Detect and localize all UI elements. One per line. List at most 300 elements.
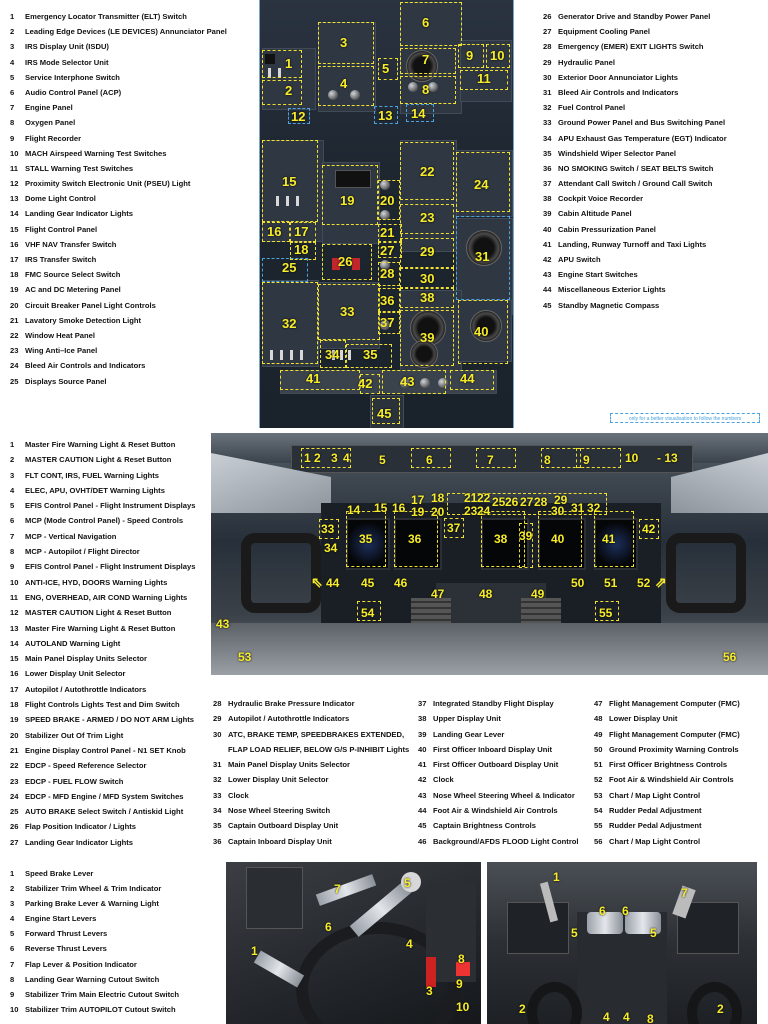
item-label: Engine Panel bbox=[25, 103, 73, 113]
legend-item bbox=[10, 452, 195, 467]
legend-item bbox=[10, 957, 179, 972]
item-number: 11 bbox=[10, 163, 19, 173]
legend-item bbox=[10, 728, 195, 743]
legend-item bbox=[213, 772, 409, 787]
item-label: Lower Display Unit bbox=[609, 714, 678, 724]
item-label: Clock bbox=[228, 790, 249, 800]
item-number: 38 bbox=[543, 194, 552, 204]
callout-30: 30 bbox=[420, 271, 435, 286]
item-label: STALL Warning Test Switches bbox=[25, 163, 134, 173]
callout-39: 39 bbox=[420, 330, 435, 345]
item-label: Hydraulic Panel bbox=[558, 57, 615, 67]
item-number: 37 bbox=[418, 699, 427, 708]
item-number: 37 bbox=[543, 179, 552, 189]
legend-item bbox=[213, 727, 409, 742]
item-number: 52 bbox=[594, 775, 603, 785]
legend-item bbox=[10, 743, 195, 758]
item-label: Ground Proximity Warning Controls bbox=[609, 744, 739, 754]
callout-21: 21 bbox=[380, 225, 395, 240]
item-label: Chart / Map Light Control bbox=[609, 790, 701, 800]
callout-7: 7 bbox=[422, 52, 430, 67]
item-number: 19 bbox=[10, 715, 19, 725]
legend-item bbox=[10, 819, 195, 834]
item-number: 1 bbox=[10, 440, 15, 449]
legend-item bbox=[543, 146, 727, 161]
item-number: 39 bbox=[418, 729, 427, 739]
callout-14: 14 bbox=[411, 106, 426, 121]
legend-item bbox=[10, 881, 179, 896]
item-label: Service Interphone Switch bbox=[25, 72, 120, 82]
legend-item bbox=[418, 742, 579, 757]
main-panel-legend-col2 bbox=[213, 696, 409, 849]
callout-38: 38 bbox=[420, 290, 435, 305]
item-label: Rudder Pedal Adjustment bbox=[609, 821, 702, 831]
legend-item bbox=[10, 712, 195, 727]
legend-item bbox=[10, 544, 195, 559]
item-label: Dome Light Control bbox=[25, 194, 96, 204]
item-number: 28 bbox=[213, 699, 222, 708]
item-label: Flight Control Panel bbox=[25, 224, 98, 234]
item-label: MCP - Vertical Navigation bbox=[25, 531, 117, 541]
item-number: 48 bbox=[594, 714, 603, 724]
legend-item bbox=[543, 161, 727, 176]
item-number bbox=[213, 742, 228, 757]
item-label: ELEC, APU, OVHT/DET Warning Lights bbox=[25, 485, 165, 495]
legend-item bbox=[418, 818, 579, 833]
item-number: 20 bbox=[10, 300, 19, 310]
legend-item bbox=[10, 529, 195, 544]
callout-40: 40 bbox=[474, 324, 489, 339]
item-number: 7 bbox=[10, 959, 15, 969]
main-panel-legend-col3 bbox=[418, 696, 579, 849]
item-number: 41 bbox=[543, 239, 552, 249]
item-label: EDCP - FUEL FLOW Switch bbox=[25, 776, 124, 786]
legend-item bbox=[10, 758, 195, 773]
item-number: 19 bbox=[10, 285, 19, 295]
legend-item bbox=[543, 9, 727, 24]
item-label: Flight Controls Lights Test and Dim Switch bbox=[25, 700, 180, 710]
legend-item bbox=[543, 39, 727, 54]
item-label: EFIS Control Panel - Flight Instrument Displays bbox=[25, 562, 196, 572]
item-label: Fuel Control Panel bbox=[558, 103, 626, 113]
item-number: 40 bbox=[543, 224, 552, 234]
legend-item bbox=[594, 711, 740, 726]
callout-44: 44 bbox=[460, 371, 475, 386]
legend-item bbox=[10, 498, 195, 513]
item-label: FMC Source Select Switch bbox=[25, 270, 121, 280]
legend-item bbox=[10, 298, 227, 313]
item-number: 46 bbox=[418, 836, 427, 846]
legend-item bbox=[10, 621, 195, 636]
legend-item bbox=[213, 757, 409, 772]
legend-item bbox=[10, 926, 179, 941]
item-number: 27 bbox=[543, 27, 552, 37]
item-number: 1 bbox=[10, 12, 15, 21]
legend-item bbox=[213, 834, 409, 849]
item-label: Stabilizer Trim Main Electric Cutout Switch bbox=[25, 989, 180, 999]
item-label: Standby Magnetic Compass bbox=[558, 300, 660, 310]
legend-item bbox=[543, 222, 727, 237]
item-number: 40 bbox=[418, 744, 427, 754]
legend-item bbox=[10, 804, 195, 819]
item-number: 2 bbox=[10, 884, 15, 894]
item-label: Parking Brake Lever & Warning Light bbox=[25, 899, 159, 909]
item-label: NO SMOKING Switch / SEAT BELTS Switch bbox=[558, 163, 714, 173]
item-label: Leading Edge Devices (LE DEVICES) Annunciator Panel bbox=[25, 27, 227, 37]
legend-item bbox=[10, 115, 227, 130]
item-label: Cabin Altitude Panel bbox=[558, 209, 632, 219]
item-label: Emergency (EMER) EXIT LIGHTS Switch bbox=[558, 42, 704, 52]
legend-item bbox=[213, 711, 409, 726]
item-label: EDCP - Speed Reference Selector bbox=[25, 761, 147, 771]
item-number: 3 bbox=[10, 42, 15, 52]
item-number: 5 bbox=[10, 929, 15, 939]
item-label: Chart / Map Light Control bbox=[609, 836, 701, 846]
legend-item bbox=[10, 437, 195, 452]
callout-19: 19 bbox=[340, 193, 355, 208]
legend-item bbox=[594, 727, 740, 742]
legend-item bbox=[543, 191, 727, 206]
item-label: Cockpit Voice Recorder bbox=[558, 194, 644, 204]
legend-item bbox=[418, 788, 579, 803]
legend-item bbox=[10, 252, 227, 267]
callout-12: 12 bbox=[291, 109, 306, 124]
item-label: ATC, BRAKE TEMP, SPEEDBRAKES EXTENDED, bbox=[228, 729, 405, 739]
item-number: 42 bbox=[418, 775, 427, 785]
item-number: 32 bbox=[213, 775, 222, 785]
callout-17: 17 bbox=[294, 224, 309, 239]
item-label: Reverse Thrust Levers bbox=[25, 944, 107, 954]
callout-23: 23 bbox=[420, 210, 435, 225]
legend-item bbox=[213, 818, 409, 833]
callout-13: 13 bbox=[378, 108, 393, 123]
item-label: Landing, Runway Turnoff and Taxi Lights bbox=[558, 239, 707, 249]
item-number: 35 bbox=[543, 148, 552, 158]
item-number: 5 bbox=[10, 72, 15, 82]
item-label: Autopilot / Autothrottle Indicators bbox=[25, 684, 147, 694]
item-label: Upper Display Unit bbox=[433, 714, 501, 724]
item-label: Windshield Wiper Selector Panel bbox=[558, 148, 677, 158]
legend-item bbox=[594, 772, 740, 787]
item-label: First Officer Brightness Controls bbox=[609, 760, 728, 770]
item-number: 29 bbox=[213, 714, 222, 724]
legend-item bbox=[10, 206, 227, 221]
item-number: 29 bbox=[543, 57, 552, 67]
item-label: Foot Air & Windshield Air Controls bbox=[433, 806, 558, 816]
item-number: 34 bbox=[543, 133, 552, 143]
legend-item bbox=[10, 835, 195, 850]
item-label: Equipment Cooling Panel bbox=[558, 27, 650, 37]
callout-15: 15 bbox=[282, 174, 297, 189]
legend-item bbox=[543, 298, 727, 313]
item-number: 47 bbox=[594, 699, 603, 708]
legend-item bbox=[543, 252, 727, 267]
item-number: 26 bbox=[10, 822, 19, 832]
item-label: Background/AFDS FLOOD Light Control bbox=[433, 836, 579, 846]
item-number: 10 bbox=[10, 148, 19, 158]
item-label: ENG, OVERHEAD, AIR COND Warning Lights bbox=[25, 592, 188, 602]
legend-item bbox=[10, 987, 179, 1002]
item-label: AC and DC Metering Panel bbox=[25, 285, 121, 295]
item-label: Stabilizer Trim Wheel & Trim Indicator bbox=[25, 884, 162, 894]
item-label: Emergency Locator Transmitter (ELT) Switch bbox=[25, 12, 187, 21]
legend-item bbox=[213, 803, 409, 818]
legend-item bbox=[418, 696, 579, 711]
callout-3: 3 bbox=[340, 35, 348, 50]
item-number: 30 bbox=[213, 729, 222, 739]
legend-item bbox=[10, 100, 227, 115]
legend-item bbox=[213, 788, 409, 803]
item-label: Displays Source Panel bbox=[25, 376, 107, 386]
item-number: 43 bbox=[543, 270, 552, 280]
callout-45: 45 bbox=[377, 406, 392, 421]
item-label: Captain Outboard Display Unit bbox=[228, 821, 339, 831]
item-label: Exterior Door Annunciator Lights bbox=[558, 72, 678, 82]
callout-9: 9 bbox=[466, 48, 474, 63]
legend-item bbox=[594, 757, 740, 772]
item-number: 17 bbox=[10, 255, 19, 264]
callout-32: 32 bbox=[282, 316, 297, 331]
item-label: Nose Wheel Steering Switch bbox=[228, 806, 331, 816]
legend-item bbox=[418, 727, 579, 742]
item-number: 8 bbox=[10, 974, 15, 984]
item-label: ANTI-ICE, HYD, DOORS Warning Lights bbox=[25, 577, 168, 587]
item-label: APU Exhaust Gas Temperature (EGT) Indicator bbox=[558, 133, 727, 143]
item-label: Cabin Pressurization Panel bbox=[558, 224, 656, 234]
item-label: IRS Transfer Switch bbox=[25, 255, 97, 264]
legend-item bbox=[10, 267, 227, 282]
item-label: Stabilizer Trim AUTOPILOT Cutout Switch bbox=[25, 1004, 176, 1014]
item-number: 8 bbox=[10, 118, 15, 128]
callout-42: 42 bbox=[358, 376, 373, 391]
item-number: 32 bbox=[543, 103, 552, 113]
item-number: 54 bbox=[594, 806, 603, 816]
item-number: 45 bbox=[543, 300, 552, 310]
item-label: Flap Position Indicator / Lights bbox=[25, 822, 136, 832]
item-number: 50 bbox=[594, 744, 603, 754]
item-label: Engine Start Levers bbox=[25, 914, 97, 924]
item-number: 33 bbox=[213, 790, 222, 800]
callout-8: 8 bbox=[422, 82, 430, 97]
item-number: 9 bbox=[10, 133, 15, 143]
item-number: 10 bbox=[10, 1004, 19, 1014]
item-number: 35 bbox=[213, 821, 222, 831]
main-panel-legend-col1 bbox=[10, 437, 195, 850]
item-label: MCP (Mode Control Panel) - Speed Controls bbox=[25, 516, 184, 526]
item-number: 56 bbox=[594, 836, 603, 846]
legend-item bbox=[10, 343, 227, 358]
item-label: APU Switch bbox=[558, 255, 601, 264]
item-number: 1 bbox=[10, 869, 15, 878]
item-number: 18 bbox=[10, 270, 19, 280]
legend-item bbox=[543, 24, 727, 39]
item-number: 27 bbox=[10, 837, 19, 847]
legend-item bbox=[10, 866, 179, 881]
item-number: 4 bbox=[10, 914, 15, 924]
item-label: SPEED BRAKE - ARMED / DO NOT ARM Lights bbox=[25, 715, 195, 725]
item-label: Engine Start Switches bbox=[558, 270, 638, 280]
item-number: 5 bbox=[10, 501, 15, 511]
item-number: 45 bbox=[418, 821, 427, 831]
legend-item bbox=[594, 803, 740, 818]
item-label: Bleed Air Controls and Indicators bbox=[558, 87, 679, 97]
item-label: Landing Gear Indicator Lights bbox=[25, 209, 134, 219]
legend-item bbox=[10, 468, 195, 483]
item-label: Landing Gear Lever bbox=[433, 729, 505, 739]
item-label: AUTOLAND Warning Light bbox=[25, 638, 121, 648]
item-number: 7 bbox=[10, 531, 15, 541]
item-number: 36 bbox=[213, 836, 222, 846]
item-number: 13 bbox=[10, 194, 19, 204]
item-number: 24 bbox=[10, 361, 19, 371]
item-number: 14 bbox=[10, 638, 19, 648]
legend-item bbox=[10, 605, 195, 620]
item-label: MASTER CAUTION Light & Reset Button bbox=[25, 608, 172, 618]
legend-item bbox=[10, 1002, 179, 1017]
legend-item bbox=[10, 774, 195, 789]
item-number: 25 bbox=[10, 376, 19, 386]
item-number: 18 bbox=[10, 700, 19, 710]
callout-4: 4 bbox=[340, 76, 348, 91]
item-label: First Officer Outboard Display Unit bbox=[433, 760, 559, 770]
legend-item bbox=[213, 742, 409, 757]
item-number: 51 bbox=[594, 760, 603, 770]
callout-10: 10 bbox=[490, 48, 505, 63]
legend-item bbox=[10, 24, 227, 39]
pedestal-top-image: 1 7 6 6 5 5 2 2 4 4 8 bbox=[487, 862, 757, 1024]
item-number: 2 bbox=[10, 27, 15, 37]
item-label: Foot Air & Windshield Air Controls bbox=[609, 775, 734, 785]
callout-34: 34 bbox=[325, 347, 340, 362]
legend-item bbox=[10, 146, 227, 161]
item-label: Hydraulic Brake Pressure Indicator bbox=[228, 699, 355, 708]
item-label: Miscellaneous Exterior Lights bbox=[558, 285, 666, 295]
legend-item bbox=[10, 222, 227, 237]
legend-item bbox=[10, 161, 227, 176]
item-number: 28 bbox=[543, 42, 552, 52]
item-number: 12 bbox=[10, 179, 19, 189]
item-label: Speed Brake Lever bbox=[25, 869, 94, 878]
item-number: 55 bbox=[594, 821, 603, 831]
item-number: 6 bbox=[10, 87, 15, 97]
item-label: Stabilizer Out Of Trim Light bbox=[25, 730, 124, 740]
item-number: 41 bbox=[418, 760, 427, 770]
legend-item bbox=[543, 115, 727, 130]
legend-item bbox=[543, 282, 727, 297]
legend-item bbox=[594, 788, 740, 803]
callout-29: 29 bbox=[420, 244, 435, 259]
legend-item bbox=[543, 206, 727, 221]
item-number: 23 bbox=[10, 776, 19, 786]
item-label: Lower Display Unit Selector bbox=[228, 775, 329, 785]
legend-item bbox=[10, 590, 195, 605]
item-number: 10 bbox=[10, 577, 19, 587]
item-number: 53 bbox=[594, 790, 603, 800]
item-number: 2 bbox=[10, 455, 15, 465]
item-number: 20 bbox=[10, 730, 19, 740]
legend-item bbox=[543, 267, 727, 282]
item-label: Landing Gear Warning Cutout Switch bbox=[25, 974, 160, 984]
legend-item bbox=[418, 834, 579, 849]
callout-33: 33 bbox=[340, 304, 355, 319]
pedestal-legend bbox=[10, 866, 179, 1017]
callout-1: 1 bbox=[285, 56, 293, 71]
item-number: 36 bbox=[543, 163, 552, 173]
item-number: 3 bbox=[10, 470, 15, 480]
callout-2: 2 bbox=[285, 83, 293, 98]
item-label: Flap Lever & Position Indicator bbox=[25, 959, 137, 969]
item-label: Captain Inboard Display Unit bbox=[228, 836, 332, 846]
item-label: Master Fire Warning Light & Reset Button bbox=[25, 623, 176, 633]
legend-item bbox=[418, 757, 579, 772]
callout-43: 43 bbox=[400, 374, 415, 389]
item-label: Flight Management Computer (FMC) bbox=[609, 729, 740, 739]
item-number: 39 bbox=[543, 209, 552, 219]
callout-18: 18 bbox=[294, 242, 309, 257]
item-number: 24 bbox=[10, 791, 19, 801]
callout-35: 35 bbox=[363, 347, 378, 362]
legend-item bbox=[543, 70, 727, 85]
legend-item bbox=[10, 70, 227, 85]
item-number: 14 bbox=[10, 209, 19, 219]
legend-item bbox=[10, 575, 195, 590]
item-number: 17 bbox=[10, 684, 19, 694]
legend-item bbox=[10, 483, 195, 498]
item-number: 3 bbox=[10, 899, 15, 909]
item-label: Integrated Standby Flight Display bbox=[433, 699, 554, 708]
item-label: MCP - Autopilot / Flight Director bbox=[25, 547, 140, 557]
callout-24: 24 bbox=[474, 177, 489, 192]
legend-item bbox=[543, 100, 727, 115]
item-label: Oxygen Panel bbox=[25, 118, 76, 128]
item-label: FLAP LOAD RELIEF, BELOW G/S P-INHIBIT Lights bbox=[228, 744, 410, 754]
legend-item bbox=[10, 39, 227, 54]
legend-item bbox=[418, 803, 579, 818]
item-number: 9 bbox=[10, 562, 15, 572]
callout-25: 25 bbox=[282, 260, 297, 275]
item-label: Attendant Call Switch / Ground Call Switch bbox=[558, 179, 713, 189]
item-number: 26 bbox=[543, 12, 552, 21]
legend-item bbox=[213, 696, 409, 711]
item-label: Flight Management Computer (FMC) bbox=[609, 699, 740, 708]
item-label: Generator Drive and Standby Power Panel bbox=[558, 12, 711, 21]
legend-item bbox=[543, 176, 727, 191]
item-number: 44 bbox=[543, 285, 552, 295]
callout-16: 16 bbox=[267, 224, 282, 239]
item-label: Nose Wheel Steering Wheel & Indicator bbox=[433, 790, 575, 800]
item-number: 31 bbox=[213, 760, 222, 770]
overhead-legend-right bbox=[543, 9, 727, 313]
item-label: IRS Mode Selector Unit bbox=[25, 57, 109, 67]
item-label: AUTO BRAKE Select Switch / Antiskid Light bbox=[25, 807, 184, 817]
item-label: EDCP - MFD Engine / MFD System Switches bbox=[25, 791, 184, 801]
item-number: 33 bbox=[543, 118, 552, 128]
item-label: First Officer Inboard Display Unit bbox=[433, 744, 552, 754]
legend-item bbox=[10, 55, 227, 70]
item-label: Ground Power Panel and Bus Switching Panel bbox=[558, 118, 726, 128]
legend-item bbox=[594, 742, 740, 757]
legend-item bbox=[10, 374, 227, 389]
item-number: 15 bbox=[10, 654, 19, 664]
item-number: 30 bbox=[543, 72, 552, 82]
item-number: 42 bbox=[543, 255, 552, 264]
item-number: 21 bbox=[10, 745, 19, 755]
callout-5: 5 bbox=[382, 61, 390, 76]
overhead-legend-left bbox=[10, 9, 227, 389]
item-label: Engine Display Control Panel - N1 SET Knob bbox=[25, 745, 186, 755]
pedestal-side-image: 7 5 6 1 4 8 9 10 3 bbox=[226, 862, 481, 1024]
legend-item bbox=[10, 358, 227, 373]
